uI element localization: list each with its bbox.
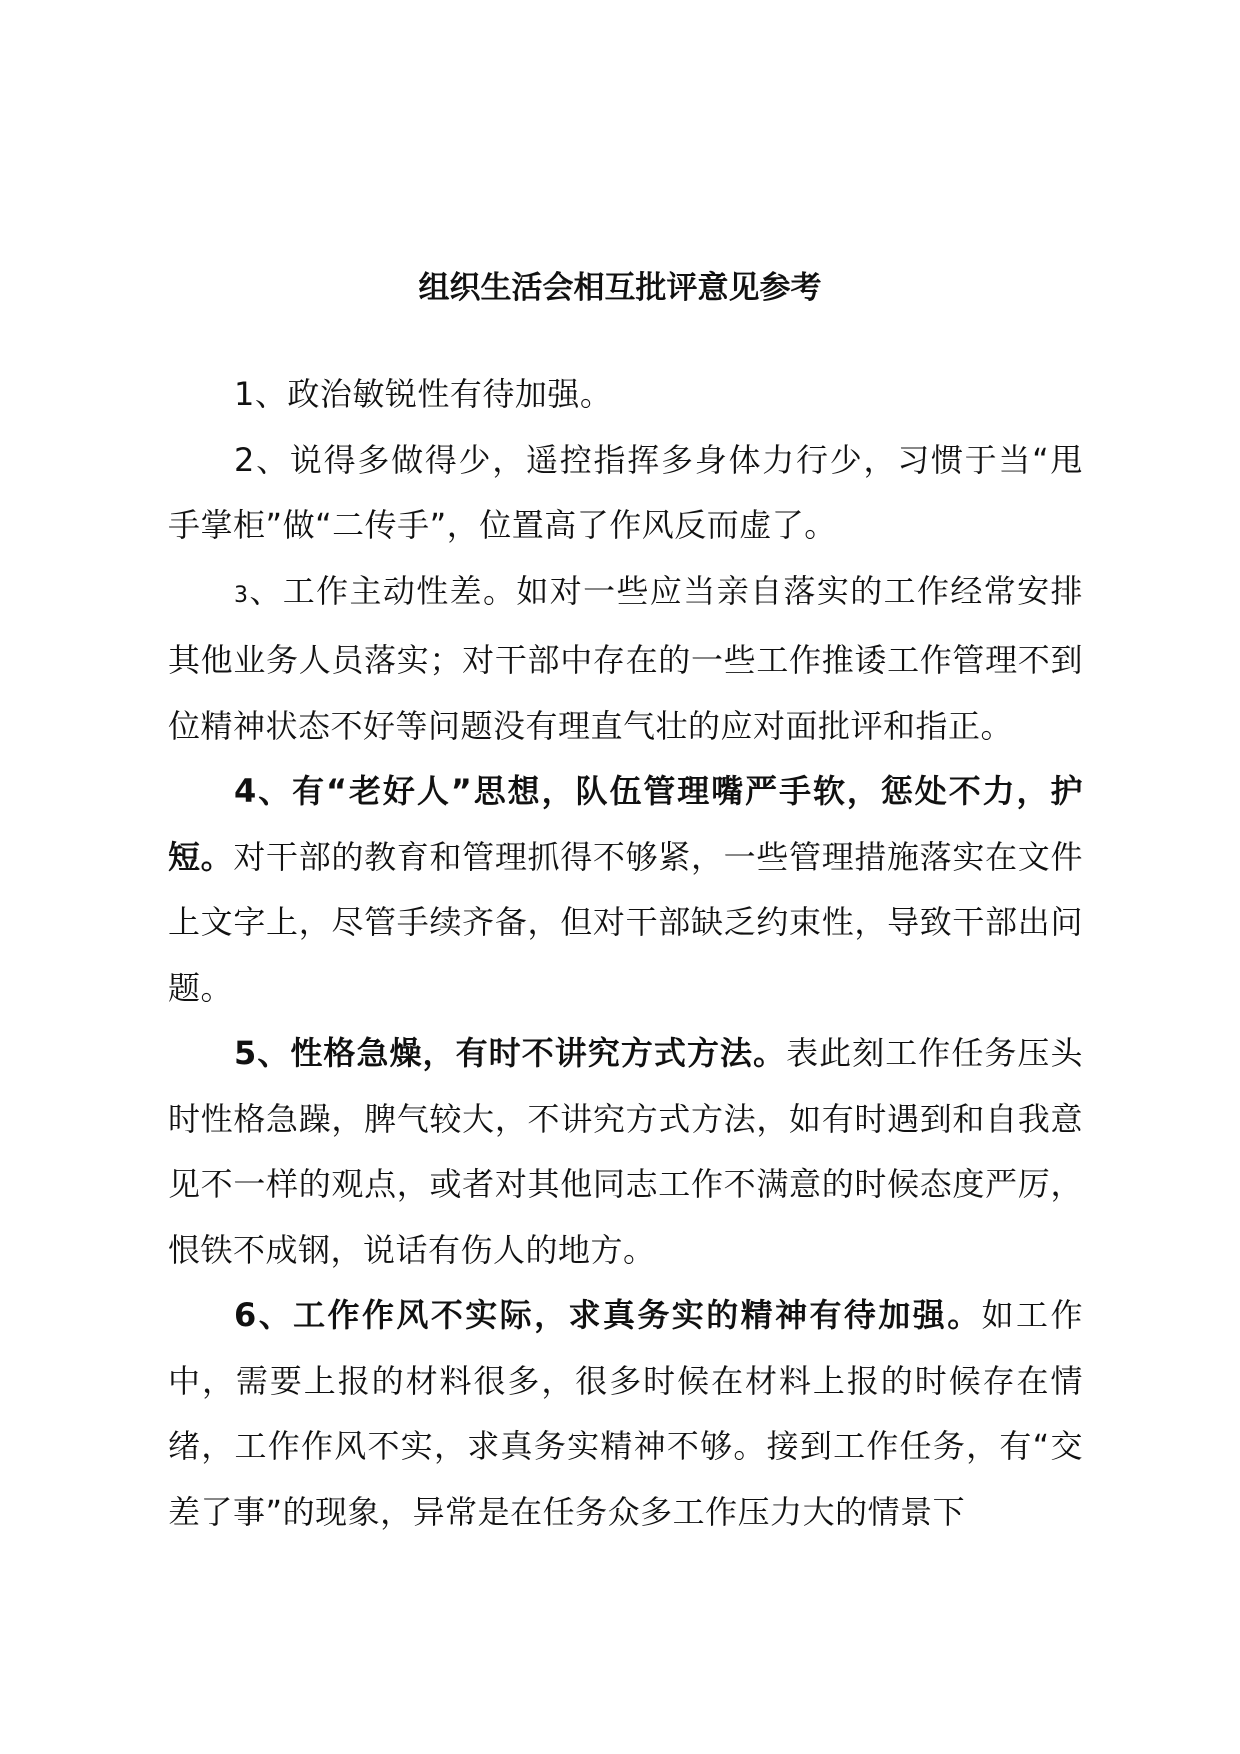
paragraph-1 [168,362,1083,428]
paragraph-2-text: 2、说得多做得少，遥控指挥多身体力行少，习惯于当“甩手掌柜”做“二传手”，位置高了作风反而虚了。 [168,440,1083,544]
paragraph-5-lead: 5、性格急燥，有时不讲究方式方法。 [234,1034,787,1072]
paragraph-6-text: 如工作中，需要上报的材料很多，很多时候在材料上报的时候存在情绪，工作作风不实，求真务实精神不够。接到工作任务，有“交差了事”的现象，异常是在任务众多工作压力大的情景下 [168,1296,1083,1531]
paragraph-3 [168,559,1083,760]
paragraph-1-text: 1、政治敏锐性有待加强。 [234,375,613,413]
paragraph-5-text: 表此刻工作任务压头时性格急躁，脾气较大，不讲究方式方法，如有时遇到和自我意见不一样的观点，或者对其他同志工作不满意的时候态度严厉，恨铁不成钢，说话有伤人的地方。 [168,1034,1083,1269]
paragraph-4-lead: 4、有“老好人”思想，队伍管理嘴严手软，惩处不力，护短。 [168,772,1083,876]
paragraph-2 [168,428,1083,559]
document-title: 组织生活会相互批评意见参考 [418,270,822,306]
paragraph-6 [168,1283,1083,1545]
paragraph-6-lead: 6、工作作风不实际，求真务实的精神有待加强。 [234,1296,982,1334]
document-body [168,362,1083,1545]
paragraph-3-text: 、工作主动性差。如对一些应当亲自落实的工作经常安排其他业务人员落实；对干部中存在的一些工作推诿工作管理不到位精神状态不好等问题没有理直气壮的应对面批评和指正。 [168,571,1083,745]
paragraph-4 [168,759,1083,1021]
paragraph-5 [168,1021,1083,1283]
paragraph-3-number: 3 [234,582,249,608]
paragraph-4-text: 对干部的教育和管理抓得不够紧，一些管理措施落实在文件上文字上，尽管手续齐备，但对干部缺乏约束性，导致干部出问题。 [168,837,1083,1007]
